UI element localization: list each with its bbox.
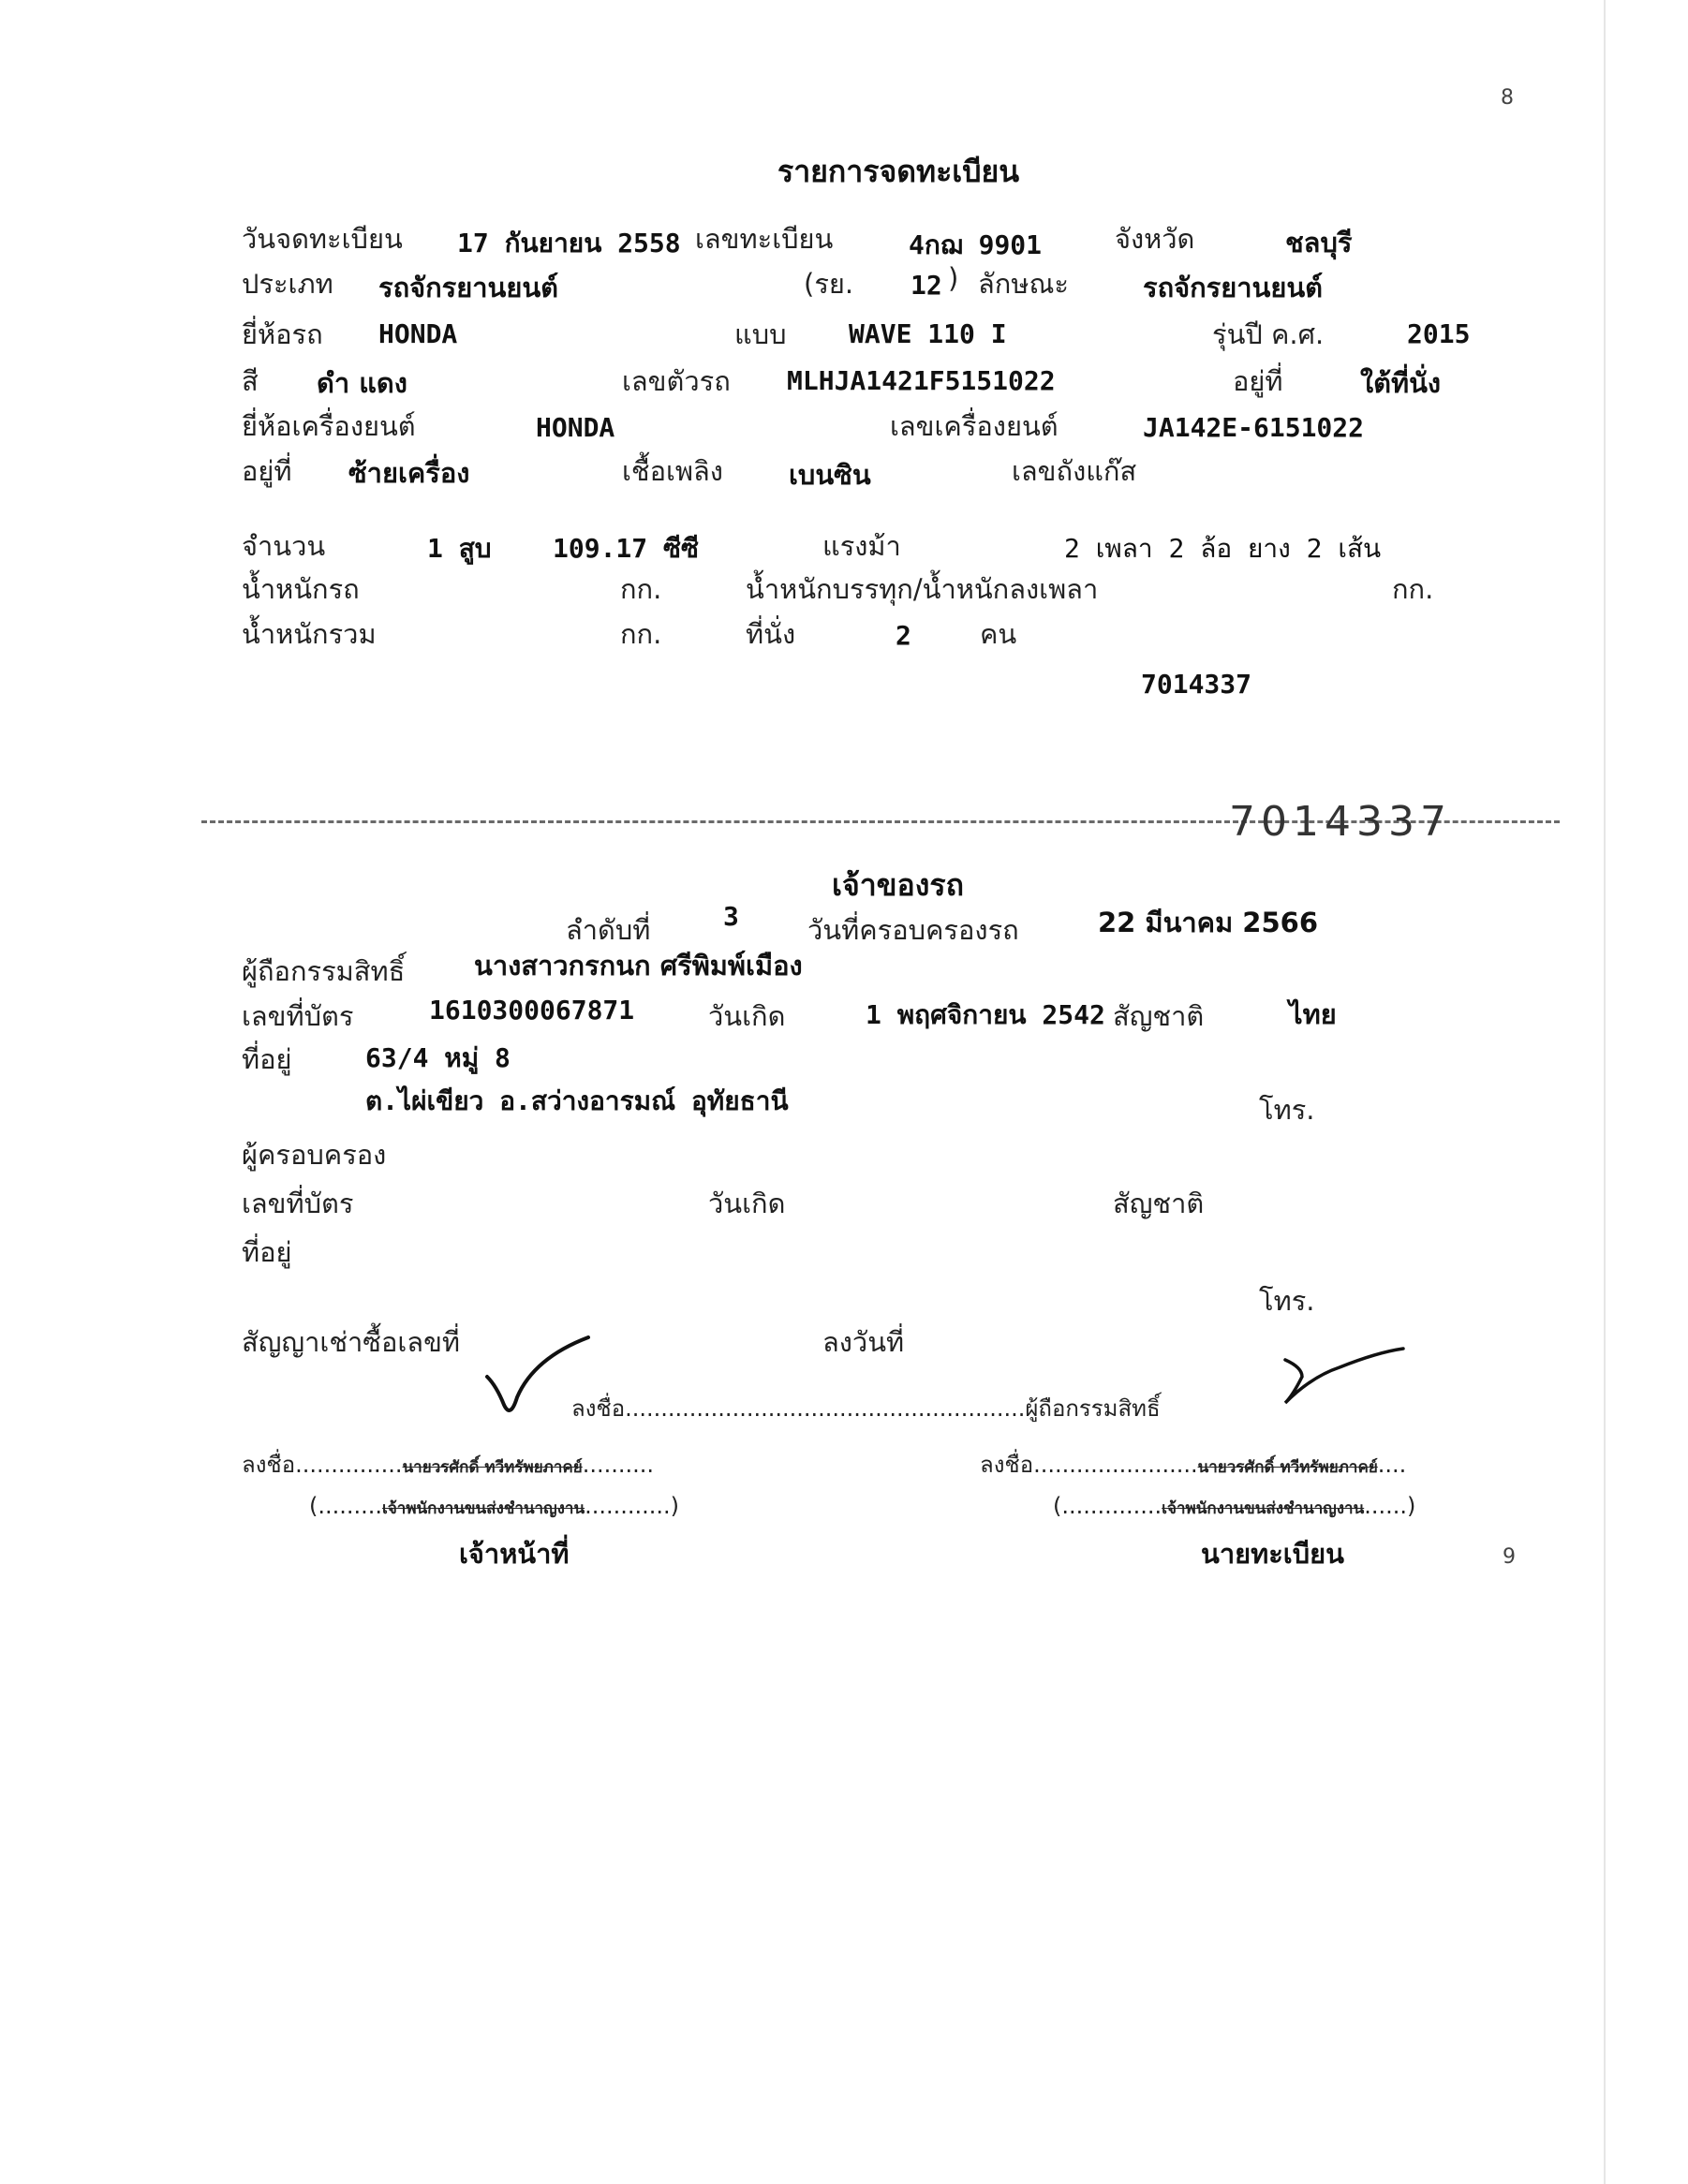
tear-serial-number: 7014337 [1229, 798, 1452, 846]
cc-value: 109.17 ซีซี [553, 533, 700, 564]
registrar-position: เจ้าพนักงานขนส่งชำนาญงาน [1162, 1499, 1365, 1518]
holder-nationality-label: สัญชาติ [1113, 1188, 1205, 1219]
province-label: จังหวัด [1115, 223, 1195, 255]
cylinders-value: 1 สูบ [427, 533, 492, 564]
style-label: ลักษณะ [978, 268, 1069, 300]
plate-value: 4กฌ 9901 [909, 229, 1043, 260]
ry-open: (รย. [804, 268, 854, 300]
fuel-label: เชื้อเพลิง [622, 455, 723, 487]
ry-number: 12 [911, 270, 942, 301]
owner-label: ผู้ถือกรรมสิทธิ์ [242, 955, 406, 987]
seats-label: ที่นั่ง [746, 618, 796, 650]
nationality-value: ไทย [1289, 998, 1337, 1030]
brand-label: ยี่ห้อรถ [242, 318, 323, 350]
chassis-location-label: อยู่ที่ [1233, 365, 1283, 397]
owner-name: นางสาวกรกนก ศรีพิมพ์เมือง [474, 950, 803, 981]
owner-title: เจ้าของรถ [832, 867, 964, 903]
lease-contract-label: สัญญาเช่าซื้อเลขที่ [242, 1326, 461, 1358]
tel-label: โทร. [1259, 1094, 1315, 1126]
year-label: รุ่นปี ค.ศ. [1212, 318, 1325, 350]
province-value: ชลบุรี [1285, 227, 1353, 258]
page-number-bottom: 9 [1503, 1545, 1516, 1569]
address-label: ที่อยู่ [242, 1043, 292, 1075]
holder-dob-label: วันเกิด [708, 1188, 786, 1219]
chassis-location-value: ใต้ที่นั่ง [1360, 367, 1442, 399]
sign-date-label: ลงวันที่ [822, 1326, 905, 1358]
engine-brand-value: HONDA [536, 412, 615, 443]
chassis-value: MLHJA1421F5151022 [787, 365, 1056, 396]
holder-address-label: ที่อยู่ [242, 1236, 292, 1268]
dob-value: 1 พฤศจิกายน 2542 [866, 999, 1105, 1030]
holder-label: ผู้ครอบครอง [242, 1139, 387, 1171]
possess-date-label: วันที่ครอบครองรถ [807, 914, 1019, 946]
weight-unit: กก. [620, 573, 662, 605]
sequence-value: 3 [723, 901, 739, 932]
officer-title: เจ้าหน้าที่ [459, 1538, 570, 1570]
officer-sign-prefix: ลงชื่อ............... [242, 1452, 403, 1478]
reg-date-value: 17 กันยายน 2558 [457, 228, 681, 258]
engine-brand-label: ยี่ห้อเครื่องยนต์ [242, 410, 416, 442]
ry-close: ) [948, 262, 959, 294]
chassis-label: เลขตัวรถ [622, 365, 731, 397]
officer-name: นายวรศักดิ์ ทวีทรัพยภาคย์ [402, 1458, 583, 1477]
address-line-2: ต.ไผ่เขียว อ.สว่างอารมณ์ อุทัยธานี [365, 1085, 789, 1116]
fuel-value: เบนซิน [789, 459, 871, 491]
model-label: แบบ [734, 318, 787, 350]
registrar-sign-line [980, 1446, 1406, 1483]
officer-position: เจ้าพนักงานขนส่งชำนาญงาน [382, 1499, 585, 1518]
style-value: รถจักรยานยนต์ [1143, 272, 1324, 303]
sequence-label: ลำดับที่ [566, 914, 651, 946]
holder-tel-label: โทร. [1259, 1285, 1315, 1317]
total-weight-label: น้ำหนักรวม [242, 618, 377, 650]
engine-location-label: อยู่ที่ [242, 455, 292, 487]
registration-title: รายการจดทะเบียน [777, 154, 1020, 189]
possess-date-value: 22 มีนาคม 2566 [1098, 907, 1319, 938]
dob-label: วันเกิด [708, 1000, 786, 1032]
seats-value: 2 [896, 620, 911, 651]
officer-sign-suffix: .......... [582, 1452, 655, 1478]
officer-position-open: (......... [309, 1493, 383, 1519]
officer-position-close: ............) [585, 1493, 679, 1519]
holder-id-label: เลขที่บัตร [242, 1188, 354, 1219]
engine-number-value: JA142E-6151022 [1143, 412, 1365, 443]
load-weight-label: น้ำหนักบรรทุก/น้ำหนักลงเพลา [746, 573, 1099, 605]
reg-date-label: วันจดทะเบียน [242, 223, 403, 255]
engine-location-value: ซ้ายเครื่อง [348, 457, 470, 489]
brand-value: HONDA [378, 318, 458, 349]
type-value: รถจักรยานยนต์ [378, 272, 559, 303]
color-value: ดำ แดง [317, 367, 407, 399]
owner-sign-line: ลงชื่อ........................................................ผู้ถือกรรมสิทธิ์ [571, 1395, 1161, 1422]
scan-page-edge [1604, 0, 1606, 2184]
count-label: จำนวน [242, 530, 326, 562]
total-weight-unit: กก. [620, 618, 662, 650]
address-line-1: 63/4 หมู่ 8 [365, 1042, 511, 1073]
registrar-sign-suffix: .... [1377, 1452, 1407, 1478]
id-label: เลขที่บัตร [242, 1000, 354, 1032]
serial-number: 7014337 [1141, 669, 1252, 700]
officer-position-line [309, 1493, 679, 1521]
id-value: 1610300067871 [429, 995, 635, 1026]
type-label: ประเภท [242, 268, 333, 300]
load-weight-unit: กก. [1392, 573, 1434, 605]
owner-signature-mark [1274, 1339, 1405, 1414]
registrar-sign-prefix: ลงชื่อ....................... [980, 1452, 1198, 1478]
plate-label: เลขทะเบียน [695, 223, 834, 255]
registrar-position-close: ......) [1364, 1493, 1416, 1519]
page-number-top: 8 [1501, 86, 1514, 110]
weight-label: น้ำหนักรถ [242, 573, 360, 605]
registrar-position-line [1053, 1493, 1415, 1521]
registrar-name: นายวรศักดิ์ ทวีทรัพยภาคย์ [1197, 1458, 1378, 1477]
gas-tank-label: เลขถังแก๊ส [1012, 455, 1137, 487]
registrar-position-open: (.............. [1053, 1493, 1162, 1519]
axles-value: 2 เพลา 2 ล้อ ยาง 2 เส้น [1064, 533, 1382, 564]
officer-sign-line [242, 1446, 654, 1483]
horsepower-label: แรงม้า [822, 530, 901, 562]
color-label: สี [242, 365, 259, 397]
persons-unit: คน [980, 618, 1017, 650]
year-value: 2015 [1407, 318, 1471, 349]
registrar-title: นายทะเบียน [1201, 1538, 1344, 1570]
nationality-label: สัญชาติ [1113, 1000, 1205, 1032]
model-value: WAVE 110 I [849, 318, 1007, 349]
engine-number-label: เลขเครื่องยนต์ [890, 410, 1059, 442]
